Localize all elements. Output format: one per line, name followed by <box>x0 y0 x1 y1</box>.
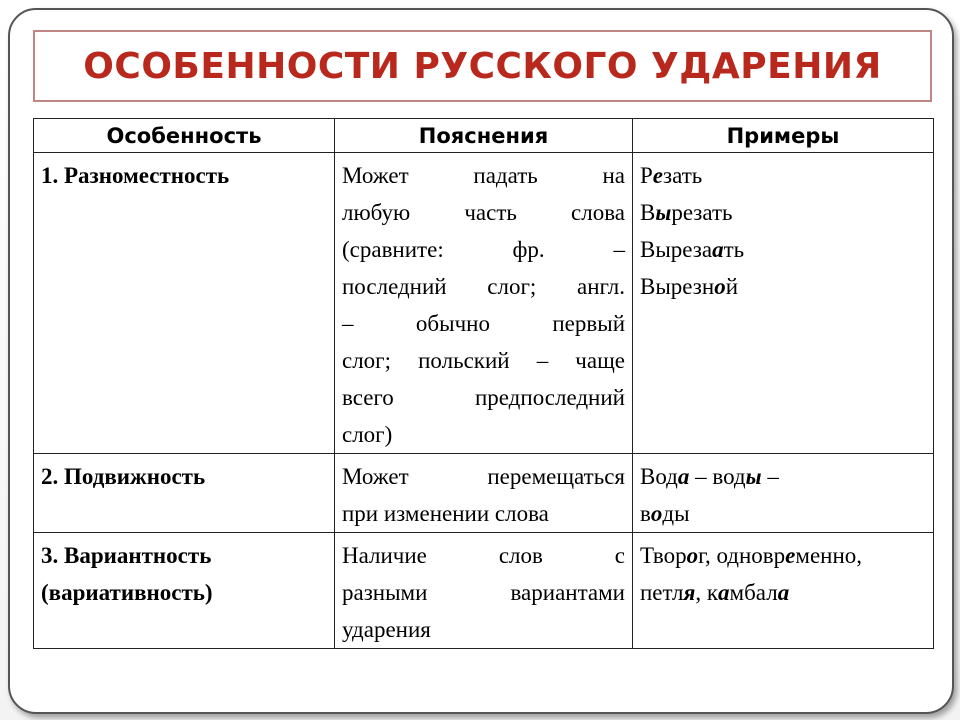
example-text: мбал <box>729 580 778 605</box>
stressed-letter: е <box>652 163 664 188</box>
example-text: резать <box>671 200 733 225</box>
example-text: й <box>725 274 738 299</box>
example-text: ды <box>662 501 690 526</box>
example-text: в <box>640 501 651 526</box>
header-feature: Особенность <box>34 119 335 153</box>
example-text: Вод <box>640 464 678 489</box>
header-examples: Примеры <box>633 119 934 153</box>
stressed-letter: я <box>683 580 696 605</box>
stressed-letter: о <box>650 501 663 526</box>
stressed-letter: е <box>785 543 796 568</box>
stressed-letter: ы <box>745 464 762 489</box>
example-text: В <box>640 200 656 225</box>
explanation-line: ударения <box>342 617 431 642</box>
explanation-line: Может падать на <box>342 163 625 188</box>
example-text: зать <box>663 163 703 188</box>
examples-cell <box>633 153 934 454</box>
table-row <box>34 153 934 454</box>
example-text: – <box>761 464 779 489</box>
example-text: Р <box>640 163 653 188</box>
stressed-letter: ы <box>655 200 672 225</box>
explanation-line: всего предпоследний <box>342 385 625 410</box>
feature-cell: 2. Подвижность <box>34 454 335 533</box>
example-line <box>640 157 926 194</box>
explanation-line: разными вариантами <box>342 580 625 605</box>
stressed-letter: а <box>712 237 724 262</box>
slide-title: ОСОБЕННОСТИ РУССКОГО УДАРЕНИЯ <box>83 45 882 87</box>
example-text: Выреза <box>640 237 713 262</box>
features-table <box>33 118 934 649</box>
example-text: г, одновр <box>698 543 786 568</box>
examples-cell <box>633 533 934 649</box>
explanation-cell <box>335 533 633 649</box>
stressed-letter: а <box>777 580 790 605</box>
example-text: – вод <box>689 464 746 489</box>
examples-cell <box>633 454 934 533</box>
example-line <box>640 231 926 268</box>
explanation-line: слог) <box>342 422 393 447</box>
title-box <box>33 30 932 102</box>
explanation-line: любую часть слова <box>342 200 625 225</box>
explanation-cell <box>335 454 633 533</box>
example-text: ть <box>723 237 745 262</box>
stressed-letter: о <box>714 274 726 299</box>
example-line <box>640 537 926 574</box>
table-header-row <box>34 119 934 153</box>
feature-cell: 1. Разноместность <box>34 153 335 454</box>
feature-cell: 3. Вариантность (вариативность) <box>34 533 335 649</box>
explanation-cell <box>335 153 633 454</box>
explanation-line: Наличие слов с <box>342 543 625 568</box>
explanation-line: Может перемещаться <box>342 464 625 489</box>
explanation-line: – обычно первый <box>342 311 625 336</box>
example-line <box>640 268 926 305</box>
example-line <box>640 194 926 231</box>
table-row <box>34 454 934 533</box>
example-line <box>640 495 926 532</box>
example-text: Вырезн <box>640 274 715 299</box>
explanation-line: при изменении слова <box>342 501 549 526</box>
example-text: менно, <box>795 543 863 568</box>
example-text: петл <box>640 580 684 605</box>
stressed-letter: а <box>718 580 730 605</box>
table-row <box>34 533 934 649</box>
stressed-letter: а <box>677 464 690 489</box>
explanation-line: (сравните: фр. – <box>342 237 625 262</box>
example-text: Твор <box>640 543 687 568</box>
example-line <box>640 574 926 611</box>
example-text: , к <box>695 580 719 605</box>
example-line <box>640 458 926 495</box>
explanation-line: последний слог; англ. <box>342 274 625 299</box>
explanation-line: слог; польский – чаще <box>342 348 625 373</box>
header-explanation: Пояснения <box>335 119 633 153</box>
stressed-letter: о <box>686 543 699 568</box>
